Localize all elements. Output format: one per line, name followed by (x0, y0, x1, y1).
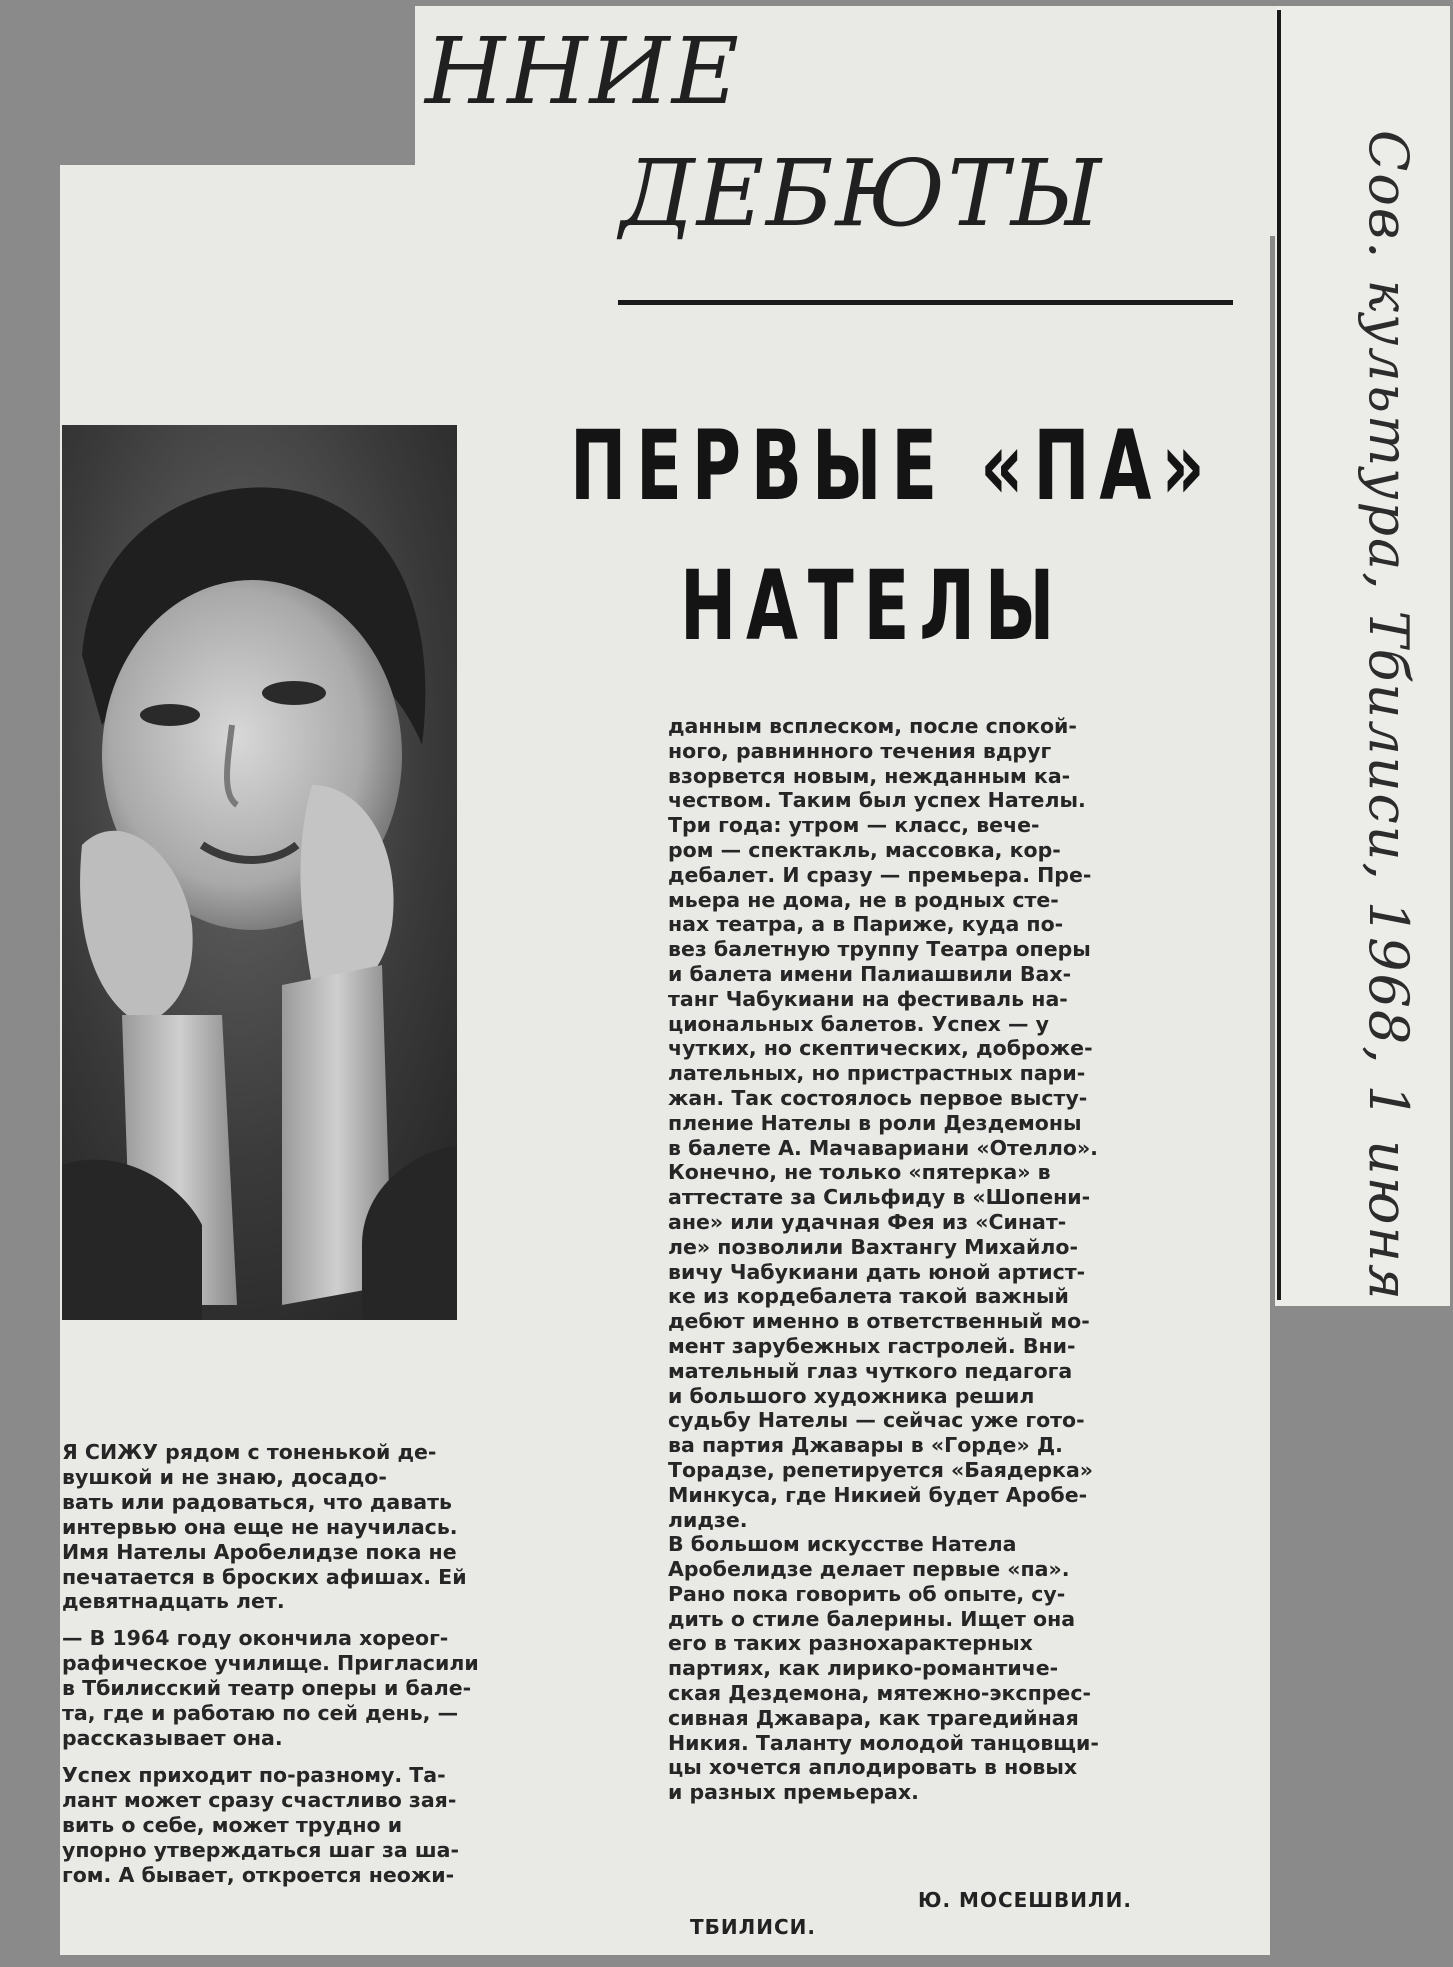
text-line: его в таких разнохарактерных (668, 1631, 1033, 1656)
text-line: Конечно, не только «пятерка» в (668, 1160, 1051, 1185)
text-line: интервью она еще не научилась. (62, 1514, 458, 1539)
headline-line-1: ПЕРВЫЕ «ПА» (570, 410, 1215, 522)
paragraph-3 (62, 1763, 610, 1888)
text-line: лант может сразу счастливо зая- (62, 1787, 457, 1812)
text-line: вичу Чабукиани дать юной артист- (668, 1259, 1086, 1284)
text-line: рассказывает она. (62, 1725, 283, 1750)
left-column (62, 1440, 610, 1887)
text-line: Минкуса, где Никией будет Аробе- (668, 1482, 1088, 1507)
text-line: сивная Джавара, как трагедийная (668, 1705, 1079, 1730)
vertical-rule (1277, 10, 1281, 1300)
text-line: судьбу Нателы — сейчас уже гото- (668, 1408, 1085, 1433)
text-line: данным всплеском, после спокой- (668, 714, 1077, 738)
text-line: гом. А бывает, откроется неожи- (62, 1862, 455, 1887)
text-line: — В 1964 году окончила хореог- (62, 1626, 449, 1651)
text-line: жан. Так состоялось первое высту- (668, 1085, 1088, 1110)
text-line: мательный глаз чуткого педагога (668, 1358, 1073, 1383)
text-line: циональных балетов. Успех — у (668, 1011, 1049, 1036)
text-line: дить о стиле балерины. Ищет она (668, 1606, 1076, 1631)
text-line: нах театра, а в Париже, куда по- (668, 912, 1064, 937)
text-line: Рано пока говорить об опыте, су- (668, 1581, 1066, 1606)
text-line: Аробелидзе делает первые «па». (668, 1557, 1070, 1582)
text-line: Три года: утром — класс, вече- (668, 813, 1040, 838)
text-line: ская Дездемона, мятежно-экспрес- (668, 1681, 1091, 1706)
paragraph-2 (62, 1626, 610, 1751)
text-line: мент зарубежных гастролей. Вни- (668, 1333, 1076, 1358)
text-line: цы хочется аплодировать в новых (668, 1755, 1078, 1780)
text-line: ва партия Джавары в «Горде» Д. (668, 1433, 1063, 1458)
text-line: Имя Нателы Аробелидзе пока не (62, 1539, 457, 1564)
text-line: ром — спектакль, массовка, кор- (668, 837, 1061, 862)
text-line: чутких, но скептических, доброже- (668, 1036, 1093, 1061)
text-line: мьера не дома, не в родных сте- (668, 887, 1059, 912)
text-line: девятнадцать лет. (62, 1589, 285, 1614)
portrait-photo-graphic (62, 425, 457, 1320)
text-line: аттестате за Сильфиду в «Шопени- (668, 1185, 1091, 1210)
text-line: лидзе. (668, 1507, 748, 1532)
author-signature: Ю. МОСЕШВИЛИ. (918, 1888, 1132, 1912)
text-line: ане» или удачная Фея из «Синат- (668, 1209, 1067, 1234)
rubric-underline (618, 300, 1233, 305)
rubric-line-1: ННИЕ (425, 18, 741, 125)
text-line: упорно утверждаться шаг за ша- (62, 1837, 459, 1862)
text-line: печатается в броских афишах. Ей (62, 1564, 467, 1589)
text-line: дебалет. И сразу — премьера. Пре- (668, 862, 1092, 887)
text-line: Никия. Таланту молодой танцовщи- (668, 1730, 1099, 1755)
text-line: рафическое училище. Пригласили (62, 1651, 479, 1676)
rubric-line-2: ДЕБЮТЫ (620, 140, 1104, 247)
paragraph-1 (62, 1440, 610, 1614)
text-line: Успех приходит по-разному. Та- (62, 1762, 446, 1787)
text-line: ле» позволили Вахтангу Михайло- (668, 1234, 1078, 1259)
text-line: вушкой и не знаю, досадо- (62, 1464, 387, 1489)
text-line: в Тбилисский театр оперы и бале- (62, 1676, 472, 1701)
text-line: В большом искусстве Натела (668, 1532, 1017, 1557)
text-line: та, где и работаю по сей день, — (62, 1701, 459, 1726)
portrait-photo (62, 425, 457, 1320)
text-line: взорвется новым, нежданным ка- (668, 763, 1071, 788)
text-line: в балете А. Мачавариани «Отелло». (668, 1135, 1098, 1160)
text-line: и большого художника решил (668, 1383, 1035, 1408)
headline-line-2: НАТЕЛЫ (680, 550, 1065, 662)
text-line: ке из кордебалета такой важный (668, 1284, 1069, 1309)
text-line: ного, равнинного течения вдруг (668, 738, 1052, 763)
text-line: партиях, как лирико-романтиче- (668, 1656, 1059, 1681)
text-line: и балета имени Палиашвили Вах- (668, 961, 1072, 986)
text-line: чеством. Таким был успех Нателы. (668, 788, 1086, 813)
text-line: пление Нателы в роли Дездемоны (668, 1110, 1082, 1135)
handwritten-note: Сов. культура, Тбилиси, 1968, 1 июня (1357, 130, 1420, 1302)
text-line: танг Чабукиани на фестиваль на- (668, 986, 1068, 1011)
right-column (668, 714, 1228, 1805)
text-line: Торадзе, репетируется «Баядерка» (668, 1457, 1094, 1482)
text-line: вез балетную труппу Театра оперы (668, 937, 1091, 962)
text-line: вить о себе, может трудно и (62, 1812, 403, 1837)
text-line: Я СИЖУ рядом с тоненькой де- (62, 1440, 437, 1464)
text-line: и разных премьерах. (668, 1780, 919, 1805)
text-line: дебют именно в ответственный мо- (668, 1309, 1090, 1334)
city-line: ТБИЛИСИ. (690, 1915, 816, 1939)
text-line: вать или радоваться, что давать (62, 1489, 452, 1514)
text-line: лательных, но пристрастных пари- (668, 1061, 1086, 1086)
